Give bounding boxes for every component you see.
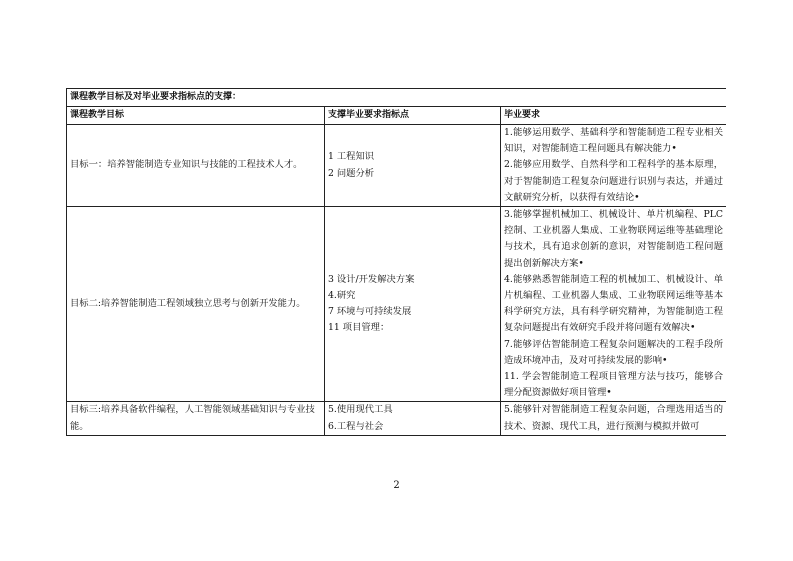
table-caption: 课程教学目标及对毕业要求指标点的支撑： <box>67 89 727 107</box>
requirement-item: 2.能够应用数学、自然科学和工程科学的基本原理，对于智能制造工程复杂问题进行识别与表达，并通过文献研究分析，以获得有效结论• <box>504 159 724 203</box>
requirements-cell <box>501 207 727 402</box>
header-graduation-requirements: 毕业要求 <box>501 107 727 125</box>
table-row <box>67 125 727 207</box>
point-item: 3 设计/开发解决方案 <box>328 273 415 285</box>
point-item: 5.使用现代工具 <box>328 404 393 416</box>
requirement-item: 1.能够运用数学、基础科学和智能制造工程专业相关知识，对智能制造工程问题具有解决能力• <box>504 127 724 155</box>
point-item: 7 环境与可持续发展 <box>328 306 412 318</box>
header-support-points: 支撑毕业要求指标点 <box>325 107 501 125</box>
requirements-cell <box>501 402 727 435</box>
table-container <box>66 88 726 465</box>
table-row <box>67 402 727 435</box>
table-header-row <box>67 107 727 125</box>
goal-cell: 目标一：培养智能制造专业知识与技能的工程技术人才。 <box>67 125 325 207</box>
point-item: 1 工程知识 <box>328 151 375 163</box>
point-item: 4.研究 <box>328 290 356 302</box>
requirement-item: 3.能够掌握机械加工、机械设计、单片机编程、PLC控制、工业机器人集成、工业物联网运维等基础理论与技术，具有追求创新的意识，对智能制造工程问题提出创新解决方案• <box>504 209 724 269</box>
requirement-item: 11. 学会智能制造工程项目管理方法与技巧，能够合理分配资源做好项目管理• <box>504 371 724 399</box>
requirement-item: 7.能够评估智能制造工程复杂问题解决的工程手段所造成环境冲击，及对可持续发展的影响• <box>504 338 724 366</box>
requirement-item: 5.能够针对智能制造工程复杂问题，合理选用适当的技术、资源、现代工具，进行预测与模拟并做可 <box>504 404 724 432</box>
goal-cell: 目标二:培养智能制造工程领域独立思考与创新开发能力。 <box>67 207 325 402</box>
table-caption-row <box>67 89 727 107</box>
header-course-goal: 课程教学目标 <box>67 107 325 125</box>
requirement-item: 4.能够熟悉智能制造工程的机械加工、机械设计、单片机编程、工业机器人集成、工业物联网运维等基本科学研究方法，具有科学研究精神，为智能制造工程复杂问题提出有效研究手段并将问题有效解决• <box>504 273 724 334</box>
table-row <box>67 207 727 402</box>
point-item: 2 问题分析 <box>328 167 375 179</box>
requirements-cell <box>501 125 727 207</box>
points-cell <box>325 402 501 435</box>
point-item: 11 项目管理： <box>328 322 390 334</box>
page-number: 2 <box>393 480 400 491</box>
point-item: 6.工程与社会 <box>328 420 384 432</box>
goal-cell: 目标三:培养具备软件编程，人工智能领域基础知识与专业技能。 <box>67 402 325 435</box>
course-objectives-table <box>66 88 726 436</box>
points-cell <box>325 125 501 207</box>
points-cell <box>325 207 501 402</box>
